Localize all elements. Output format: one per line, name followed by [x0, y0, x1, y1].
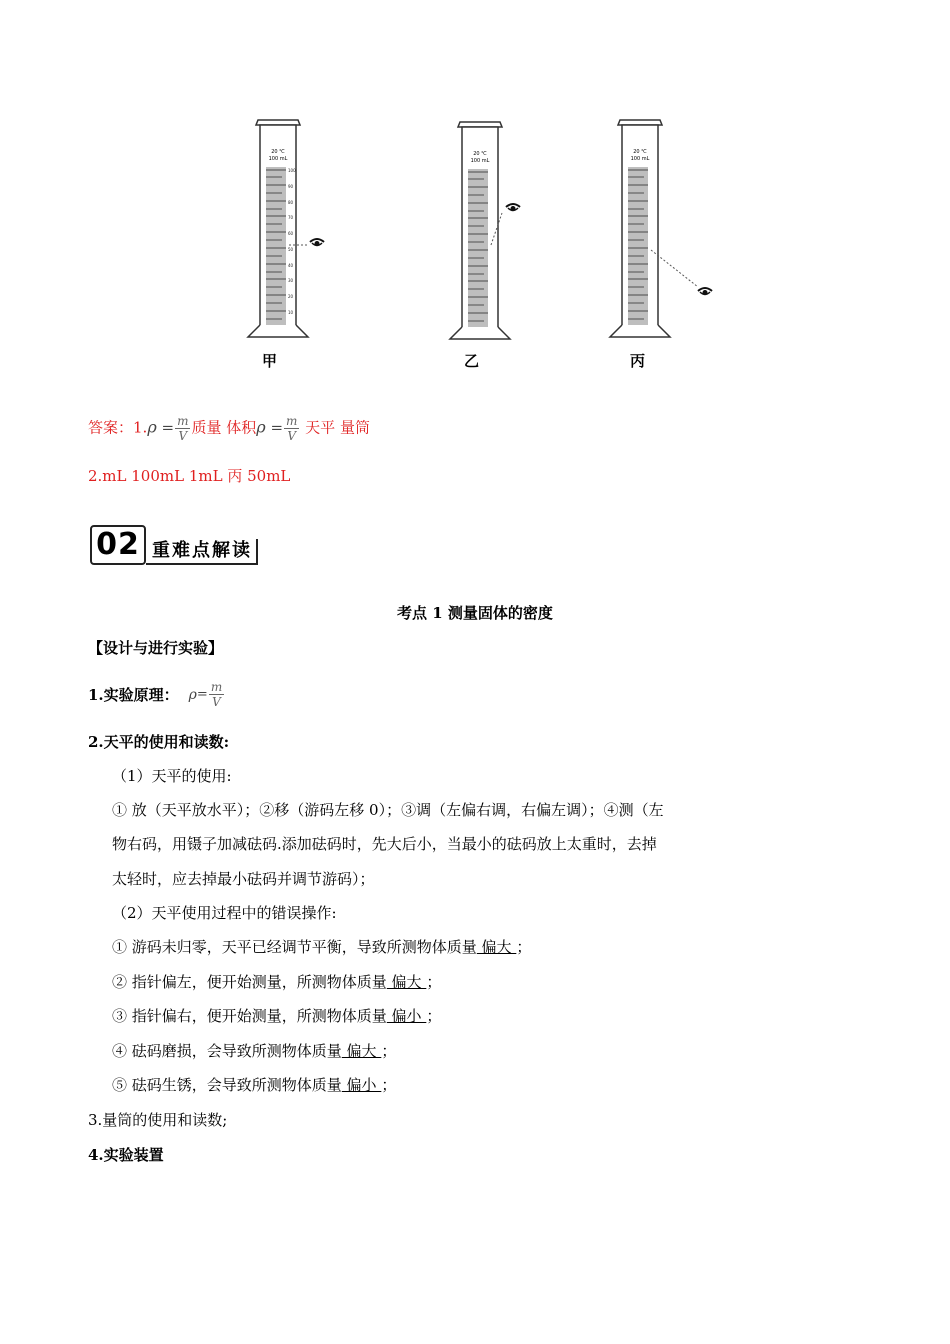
answer-text-b: 天平 量筒: [300, 418, 370, 437]
eye-icon: [310, 239, 324, 246]
cylinder-temp-label: 20 ℃: [633, 149, 647, 155]
balance-use-line-2: 物右码，用镊子加减砝码.添加砝码时，先大后小，当最小的砝码放上太重时，去掉: [112, 835, 657, 853]
scale-number: 10: [288, 310, 294, 315]
fraction-denominator: V: [287, 429, 297, 443]
error-item: [112, 1006, 441, 1026]
cylinder-heading: 3.量筒的使用和读数;: [88, 1111, 228, 1129]
error-answer: 偏小: [341, 1076, 382, 1094]
apparatus-heading: 4.实验装置: [88, 1146, 164, 1164]
cylinder-label-yi: 乙: [464, 352, 480, 370]
scale-number: 30: [288, 278, 294, 283]
error-answer: 偏大: [341, 1042, 382, 1060]
eye-icon: [698, 288, 712, 295]
error-text: ⑤ 砝码生锈，会导致所测物体质量: [112, 1076, 342, 1094]
errors-heading: （2）天平使用过程中的错误操作:: [112, 904, 337, 922]
cylinder-volume-label: 100 mL: [268, 156, 288, 162]
answer-line-1: [88, 414, 370, 443]
cylinder-figure: [230, 115, 730, 385]
rho-symbol: ρ: [147, 417, 157, 437]
error-answer: 偏大: [386, 973, 427, 991]
cylinder-temp-label: 20 ℃: [271, 149, 285, 155]
answer-line-2: 2.mL 100mL 1mL 丙 50mL: [88, 467, 291, 485]
badge-number: 02: [90, 525, 146, 565]
eye-icon: [506, 204, 520, 211]
cylinder-yi: [450, 122, 520, 339]
error-answer: 偏大: [476, 938, 517, 956]
cylinder-temp-label: 20 ℃: [473, 151, 487, 157]
cylinder-label-jia: 甲: [262, 352, 278, 370]
equals-sign: =: [270, 418, 284, 437]
balance-use-line-3: 太轻时，应去掉最小砝码并调节游码）；: [112, 870, 375, 888]
density-fraction: [175, 414, 190, 443]
scale-number: 50: [288, 247, 294, 252]
error-end: ；: [426, 1007, 442, 1025]
scale-number: 20: [288, 294, 294, 299]
cylinder-jia: [248, 120, 324, 337]
balance-use-heading: （1）天平的使用:: [112, 767, 232, 785]
cylinder-label-bing: 丙: [630, 352, 646, 370]
error-text: ② 指针偏左，便开始测量，所测物体质量: [112, 973, 387, 991]
balance-heading: 2.天平的使用和读数:: [88, 733, 230, 751]
fraction-denominator: V: [212, 695, 221, 709]
scale-number: 60: [288, 231, 294, 236]
error-end: ；: [381, 1076, 397, 1094]
error-end: ；: [426, 973, 442, 991]
error-end: ；: [381, 1042, 397, 1060]
scale-number: 90: [288, 184, 294, 189]
scale-number: 70: [288, 215, 294, 220]
balance-use-line-1: ① 放（天平放水平）；②移（游码左移 0）；③调（左偏右调，右偏左调）；④测（左: [112, 801, 664, 819]
error-text: ① 游码未归零，天平已经调节平衡，导致所测物体质量: [112, 938, 477, 956]
rho-symbol: ρ: [256, 417, 266, 437]
error-answer: 偏小: [386, 1007, 427, 1025]
error-text: ④ 砝码磨损，会导致所测物体质量: [112, 1042, 342, 1060]
section-badge: [90, 525, 258, 565]
error-text: ③ 指针偏右，便开始测量，所测物体质量: [112, 1007, 387, 1025]
badge-title: 重难点解读: [146, 539, 258, 565]
principle-label: 1.实验原理：: [88, 686, 179, 704]
scale-number: 40: [288, 263, 294, 268]
cylinder-volume-label: 100 mL: [470, 158, 490, 164]
rho-symbol: ρ: [188, 686, 197, 703]
error-item: [112, 972, 441, 992]
fraction-numerator: m: [286, 414, 298, 428]
error-item: [112, 1041, 396, 1061]
error-item: [112, 937, 531, 957]
scale-number: 100: [288, 168, 296, 173]
equals-sign: =: [161, 418, 175, 437]
topic-title: 考点 1 测量固体的密度: [397, 604, 553, 622]
fraction-numerator: m: [177, 414, 189, 428]
scale-number: 80: [288, 200, 294, 205]
bracket-heading: 【设计与进行实验】: [88, 639, 224, 657]
density-fraction: [284, 414, 299, 443]
fraction-numerator: m: [210, 680, 223, 694]
error-end: ；: [516, 938, 532, 956]
answer-text-a: 质量 体积: [191, 418, 257, 437]
cylinder-diagram: [230, 115, 730, 385]
density-fraction: [209, 680, 224, 709]
error-item: [112, 1075, 396, 1095]
answer-prefix: 答案：1.: [88, 418, 148, 437]
cylinder-volume-label: 100 mL: [630, 156, 650, 162]
fraction-denominator: V: [178, 429, 188, 443]
cylinder-bing: [610, 120, 712, 337]
principle-line: [88, 680, 225, 709]
equals-sign: =: [196, 687, 208, 702]
